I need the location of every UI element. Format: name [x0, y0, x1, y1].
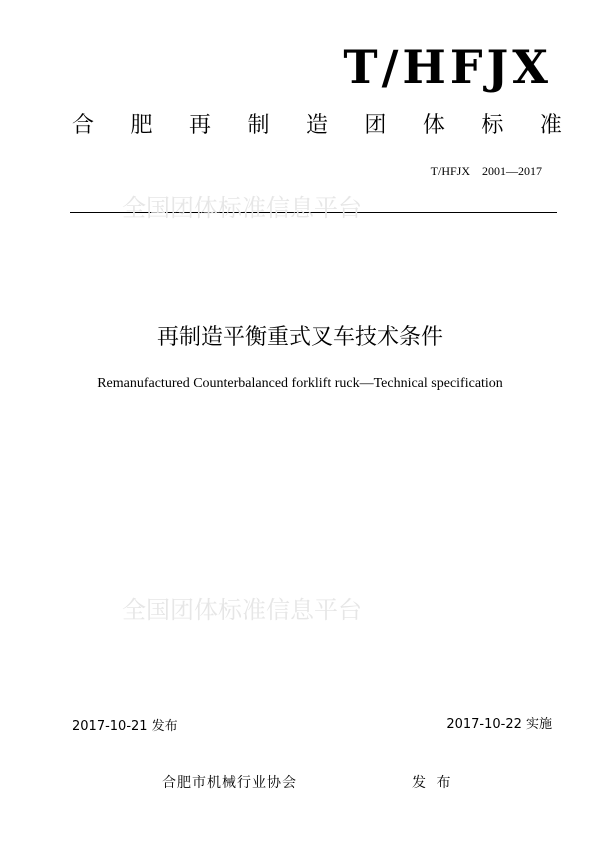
- issue-label: 发 布: [412, 775, 454, 791]
- org-char: 肥: [130, 113, 153, 138]
- title-english: Remanufactured Counterbalanced forklift ruck—Technical specification: [97, 376, 503, 391]
- standard-code: T/HFJX 2001—2017: [430, 164, 542, 178]
- watermark-bottom: 全国团体标准信息平台: [122, 596, 362, 624]
- watermark-top: 全国团体标准信息平台: [122, 194, 362, 222]
- org-char: 标: [481, 113, 504, 138]
- standard-logo: T/HFJX: [343, 40, 552, 94]
- org-char: 准: [539, 113, 562, 138]
- org-char: 体: [422, 113, 445, 138]
- title-chinese: 再制造平衡重式叉车技术条件: [156, 325, 443, 350]
- org-char: 制: [247, 113, 270, 138]
- org-char: 合: [72, 113, 95, 138]
- publish-date: 2017-10-21 发布: [72, 719, 178, 734]
- issuer-name: 合肥市机械行业协会: [162, 775, 297, 791]
- org-char: 造: [305, 113, 328, 138]
- implement-date: 2017-10-22 实施: [446, 717, 552, 732]
- org-char: 再: [188, 113, 211, 138]
- org-char: 团: [364, 113, 387, 138]
- organization-name: [72, 115, 562, 137]
